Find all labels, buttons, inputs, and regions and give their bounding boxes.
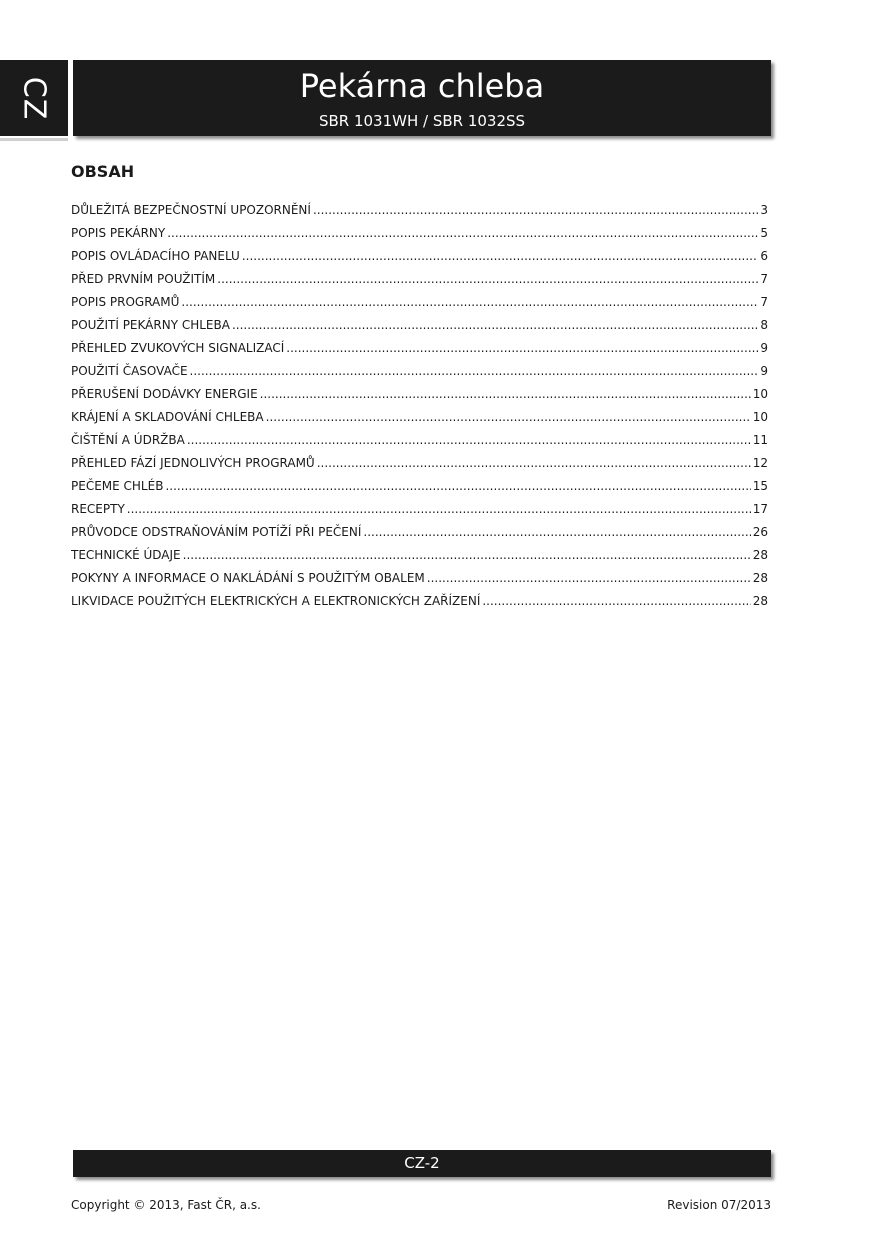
toc-leader-dots <box>167 222 758 244</box>
toc-entry-label: POKYNY A INFORMACE O NAKLÁDÁNÍ S POUŽITÝM OBALEM <box>71 571 425 585</box>
toc-entry-label: POPIS PEKÁRNY <box>71 226 166 240</box>
toc-entry-page: 15 <box>752 479 768 493</box>
toc-entry[interactable] <box>71 429 768 452</box>
toc-entry-page: 28 <box>752 571 768 585</box>
toc-entry-label: ČIŠTĚNÍ A ÚDRŽBA <box>71 433 185 447</box>
toc-entry-label: PŘEHLED ZVUKOVÝCH SIGNALIZACÍ <box>71 341 285 355</box>
toc-entry-label: RECEPTY <box>71 502 125 516</box>
toc-entry-label: PRŮVODCE ODSTRAŇOVÁNÍM POTÍŽÍ PŘI PEČENÍ <box>71 525 362 539</box>
toc-leader-dots <box>217 268 758 290</box>
toc-leader-dots <box>181 291 758 313</box>
page-header <box>73 60 771 136</box>
toc-leader-dots <box>190 360 759 382</box>
toc-entry[interactable] <box>71 245 768 268</box>
toc-leader-dots <box>482 590 750 612</box>
toc-entry[interactable] <box>71 475 768 498</box>
toc-entry-page: 12 <box>752 456 768 470</box>
toc-entry-label: DŮLEŽITÁ BEZPEČNOSTNÍ UPOZORNĚNÍ <box>71 203 311 217</box>
toc-entry-label: PEČEME CHLÉB <box>71 479 164 493</box>
toc-entry-label: POUŽITÍ ČASOVAČE <box>71 364 188 378</box>
toc-entry[interactable] <box>71 544 768 567</box>
toc-entry[interactable] <box>71 590 768 613</box>
toc-entry[interactable] <box>71 314 768 337</box>
toc-entry-label: POPIS OVLÁDACÍHO PANELU <box>71 249 240 263</box>
page-number: CZ-2 <box>404 1154 440 1172</box>
toc-entry-page: 7 <box>760 272 768 286</box>
toc-entry[interactable] <box>71 452 768 475</box>
toc-leader-dots <box>165 475 750 497</box>
toc-entry[interactable] <box>71 521 768 544</box>
toc-leader-dots <box>260 383 751 405</box>
language-tab <box>0 60 68 136</box>
toc-entry-label: POPIS PROGRAMŮ <box>71 295 180 309</box>
toc-entry-label: TECHNICKÉ ÚDAJE <box>71 548 181 562</box>
toc-entry[interactable] <box>71 337 768 360</box>
toc-entry[interactable] <box>71 291 768 314</box>
toc-entry-page: 17 <box>752 502 768 516</box>
toc-entry-page: 9 <box>760 341 768 355</box>
toc-entry[interactable] <box>71 383 768 406</box>
revision-text: Revision 07/2013 <box>667 1198 771 1212</box>
toc-entry-label: PŘED PRVNÍM POUŽITÍM <box>71 272 216 286</box>
contents-heading: OBSAH <box>71 162 135 181</box>
model-numbers: SBR 1031WH / SBR 1032SS <box>318 112 526 130</box>
toc-entry-page: 28 <box>752 548 768 562</box>
document-title: Pekárna chleba <box>299 67 545 105</box>
toc-entry-page: 5 <box>760 226 768 240</box>
toc-leader-dots <box>183 544 751 566</box>
toc-entry-page: 7 <box>760 295 768 309</box>
toc-entry-page: 9 <box>760 364 768 378</box>
toc-entry-page: 11 <box>752 433 768 447</box>
toc-entry[interactable] <box>71 268 768 291</box>
toc-entry-label: LIKVIDACE POUŽITÝCH ELEKTRICKÝCH A ELEKTRONICKÝCH ZAŘÍZENÍ <box>71 594 481 608</box>
toc-leader-dots <box>286 337 758 359</box>
toc-entry-label: PŘEHLED FÁZÍ JEDNOLIVÝCH PROGRAMŮ <box>71 456 315 470</box>
toc-leader-dots <box>242 245 759 267</box>
toc-entry-page: 8 <box>760 318 768 332</box>
toc-leader-dots <box>266 406 751 428</box>
toc-entry[interactable] <box>71 498 768 521</box>
toc-leader-dots <box>232 314 758 336</box>
toc-entry-label: POUŽITÍ PEKÁRNY CHLEBA <box>71 318 230 332</box>
left-divider <box>0 138 68 141</box>
toc-entry-page: 10 <box>752 387 768 401</box>
page-number-bar <box>73 1150 771 1177</box>
toc-entry-page: 26 <box>752 525 768 539</box>
table-of-contents <box>71 199 768 613</box>
language-code: CZ <box>16 76 52 120</box>
copyright-text: Copyright © 2013, Fast ČR, a.s. <box>71 1198 261 1212</box>
toc-entry-page: 28 <box>752 594 768 608</box>
toc-entry-page: 3 <box>760 203 768 217</box>
toc-entry-page: 6 <box>760 249 768 263</box>
toc-leader-dots <box>317 452 751 474</box>
toc-leader-dots <box>313 199 758 221</box>
toc-entry[interactable] <box>71 222 768 245</box>
toc-entry-page: 10 <box>752 410 768 424</box>
toc-entry-label: PŘERUŠENÍ DODÁVKY ENERGIE <box>71 387 258 401</box>
toc-leader-dots <box>363 521 750 543</box>
toc-entry[interactable] <box>71 360 768 383</box>
toc-entry-label: KRÁJENÍ A SKLADOVÁNÍ CHLEBA <box>71 410 264 424</box>
toc-entry[interactable] <box>71 567 768 590</box>
toc-entry[interactable] <box>71 406 768 429</box>
toc-entry[interactable] <box>71 199 768 222</box>
toc-leader-dots <box>427 567 751 589</box>
toc-leader-dots <box>187 429 751 451</box>
toc-leader-dots <box>127 498 751 520</box>
